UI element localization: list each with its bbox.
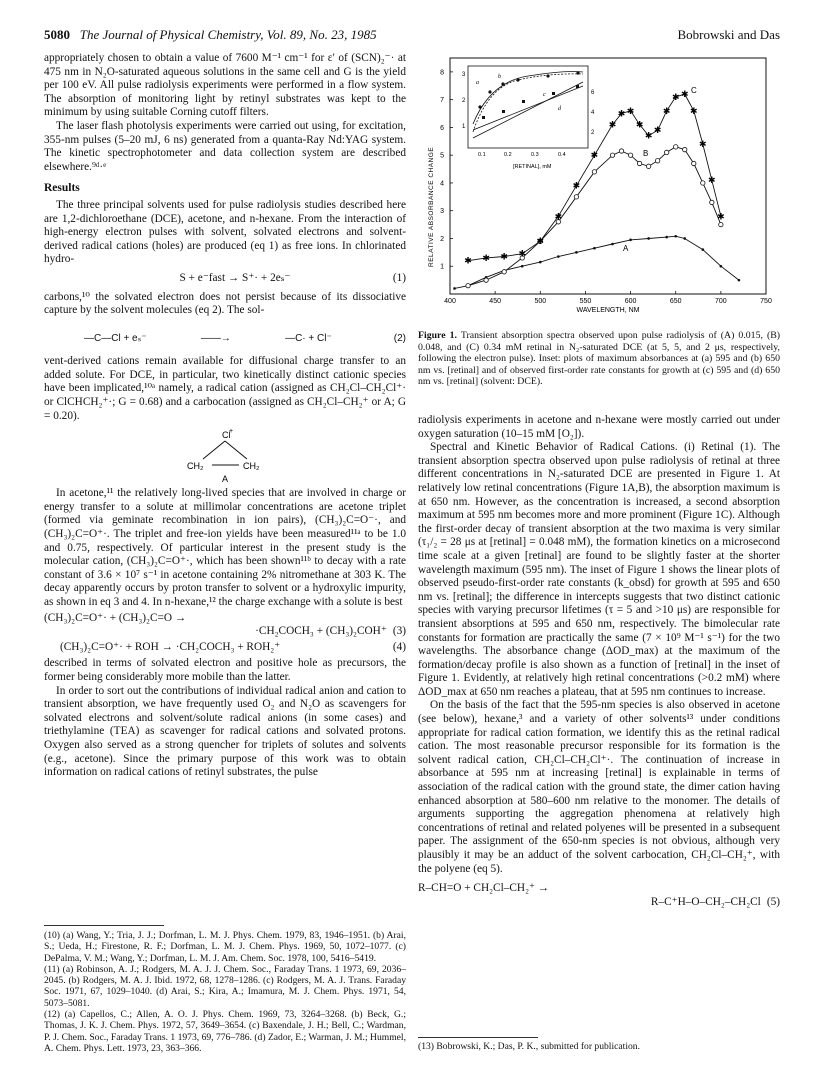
inset-label-b: b xyxy=(498,74,501,80)
structure-diagram xyxy=(165,427,285,483)
data-point-b xyxy=(710,200,714,204)
page-number: 5080 xyxy=(44,27,70,42)
inset-xtick: 0.4 xyxy=(558,152,566,158)
equation-text: (CH₃)₂C=O⁺· + ROH → ·CH₂COCH₃ + ROH₂⁺ xyxy=(60,640,281,653)
data-point-c: ✱ xyxy=(482,253,490,264)
curve-label-b: B xyxy=(643,149,649,158)
equation-3 xyxy=(44,612,406,639)
y-tick-label: 2 xyxy=(440,235,444,243)
data-point-c: ✱ xyxy=(518,249,527,260)
footnotes-right xyxy=(418,1037,780,1052)
footnote: (10) (a) Wang, Y.; Tria, J. J.; Dorfman, L. M. J. Phys. Chem. 1979, 83, 1946–1951. (b) Arai, S.; Ueda, H.; Firestone, R. F.; Dorfman, L. M. J. Chem. Phys. 1969, 50, 1072–1077. (c) DePalma, V. M.; Wang, Y.; Dorfman, L. M. J. Am. Chem. Soc. 1978, 100, 5416–5419. xyxy=(44,930,406,964)
data-point-c: ✱ xyxy=(572,181,581,192)
paragraph: Spectral and Kinetic Behavior of Radical Cations. (i) Retinal (1). The transient absorption spectra observed upon pulse radiolysis of retinal at three different concentrations in N₂-saturated DCE are presented in Figure 1. At relatively low retinal concentrations (Figure 1A,B), the absorption maximum is at 650 nm. However, as the concentration is increased, a second absorption maximum at 595 nm becomes more and more prominent (Figure 1C). Although the first-order decay of transient absorption at the two maxima is very similar (τ₁/₂ = 28 μs at [retinal] = 0.048 mM), the formation kinetics on a microsecond time scale at a given [retinal] are found to be slightly faster at the shorter wavelength maximum (595 nm). The inset of Figure 1 shows the linear plots of observed pseudo-first-order rate constants (k_obsd) for growth at 595 and 650 nm vs. [retinal]; the difference in intercepts suggests that two distinct cationic species with varying precursor lifetimes (τ = 5 and >10 μs) are responsible for transient absorptions at 595 and 650 nm, respectively. The bimolecular rate constants for formation are practically the same (7 × 10⁹ M⁻¹ s⁻¹) for the two wavelengths. The absorbance change (ΔOD_max) at the maximum of the formation/decay profile is also shown as a function of [retinal] in the inset of Figure 1. Evidently, at relatively high retinal concentrations (>0.2 mM) where ΔOD_max at 650 nm reaches a plateau, that at 595 nm continues to increase. xyxy=(418,441,780,698)
data-point-b xyxy=(484,278,488,282)
data-point-b xyxy=(502,270,506,274)
data-point-a xyxy=(521,265,524,268)
data-point-c: ✱ xyxy=(644,131,653,142)
data-point-c: ✱ xyxy=(608,120,617,131)
paragraph: appropriately chosen to obtain a value of 7600 M⁻¹ cm⁻¹ for ε′ of (SCN)₂⁻· at 475 nm in N₂O-saturated aqueous solutions in the same cell and G is the yield per 100 eV. All pulse radiolysis experiments were performed in a flow system. The absorption of monitoring light by retinyl substrates was kept to the minimum by using suitable Corning cutoff filters. xyxy=(44,52,406,119)
x-tick-label: 450 xyxy=(489,298,501,305)
data-point-a xyxy=(539,261,542,264)
equation-5 xyxy=(418,882,780,909)
inset-label-c: c xyxy=(543,92,546,98)
data-point-b xyxy=(619,149,623,153)
spectra-chart xyxy=(418,52,780,314)
x-tick-label: 400 xyxy=(444,298,456,305)
equation-1 xyxy=(44,272,406,286)
inset-ytick-right: 2 xyxy=(591,130,595,136)
paragraph: vent-derived cations remain available for diffusional charge transfer to an added solute. For DCE, in particular, two kinetically distinct cationic species have been implicated,¹⁰ᵃ namely, a radical cation (assigned as CH₂Cl–CH₂Cl⁺· or ClCHCH₂⁺·; G = 0.68) and a carbocation (assigned as CH₂Cl–CH₂⁺ or A; G = 0.20). xyxy=(44,355,406,422)
data-point-a xyxy=(674,235,677,238)
equation-number: (3) xyxy=(392,625,406,638)
footnote: (11) (a) Robinson, A. J.; Rodgers, M. A. J. J. Chem. Soc., Faraday Trans. 1 1973, 69, 2036–2045. (b) Rodgers, M. A. J. Ibid. 1972, 68, 1278–1286. (c) Rodgers, M. A. J. Trans. Faraday Soc. 1971, 67, 1029–1040. (d) Arai, S.; Kira, A.; Imamura, M. J. Chem. Phys. 1971, 54, 5073–5081. xyxy=(44,963,406,1009)
data-point-b xyxy=(637,161,641,165)
equation-line: R–C⁺H–O–CH₂–CH₂Cl xyxy=(650,895,761,908)
series-line-a xyxy=(455,236,739,288)
footnote-rule xyxy=(44,925,164,926)
data-point-a xyxy=(683,237,686,240)
data-point-c: ✱ xyxy=(536,237,545,248)
data-point-b xyxy=(701,181,705,185)
caption-label: Figure 1. xyxy=(418,330,457,341)
paragraph: On the basis of the fact that the 595-nm species is also observed in acetone (see below), hexane,³ and a variety of other solvents¹³ under conditions appropriate for radical cation formation, we identify this as the retinal radical cation. The most reasonable precursor responsible for its formation is the solvent radical cation, CH₂Cl–CH₂Cl⁺·. The continuation of increase in absorbance at 595 nm at increasing [retinal] is explainable in terms of association of the radical cation with the ground state, the dimer cation having enhanced absorption at 580–600 nm relative to the monomer. The details of arguments supporting the aggregation phenomena at relatively high concentrations of retinal and related polyenes will be presented in a subsequent paper. The assignment of the 650-nm species is not obvious, although very plausibly it may be an adduct of the solvent carbocation, CH₂Cl–CH₂⁺, with the polyene (eq 5). xyxy=(418,699,780,875)
data-point-b xyxy=(646,164,650,168)
data-point-a xyxy=(665,236,668,239)
section-heading: Results xyxy=(44,182,80,195)
data-point-a xyxy=(575,251,578,254)
footnote: (13) Bobrowski, K.; Das, P. K., submitted for publication. xyxy=(418,1041,640,1052)
inset-label-d: d xyxy=(558,106,561,112)
footnotes xyxy=(44,925,406,1054)
equation-2 xyxy=(44,332,406,346)
equation-text: S + e⁻fast → S⁺· + 2eₛ⁻ xyxy=(179,271,291,284)
inset-plot xyxy=(462,66,595,170)
y-tick-label: 7 xyxy=(440,97,444,105)
paragraph: In acetone,¹¹ the relatively long-lived species that are involved in charge or energy transfer to a solute at millimolar concentrations are acetone triplet (formed via geminate recombination in ion pairs), (CH₃)₂C=O⁻·, and (CH₃)₂C=O⁺·. The triplet and free-ion yields have been measured¹¹ᵃ to be 1.0 and 0.75, respectively. Of particular interest in the present study is the molecular cation, (CH₃)₂C=O⁺·, which has been shown¹¹ᵇ to decay with a rate constant of 3.6 × 10⁷ s⁻¹ in acetone containing 2% nitromethane at 303 K. The decay apparently occurs by proton transfer to solvent or a hydroxylic impurity, as shown in eq 3 and 4. In n-hexane,¹² the charge exchange with a solute is best xyxy=(44,487,406,608)
curve-label-a: A xyxy=(623,244,629,253)
data-point-c: ✱ xyxy=(635,120,644,131)
x-tick-label: 750 xyxy=(760,298,772,305)
data-point-a xyxy=(720,265,723,268)
data-point-b xyxy=(610,153,614,157)
equation-4 xyxy=(44,641,406,655)
series-line-b xyxy=(468,147,721,286)
data-point-b xyxy=(692,161,696,165)
paragraph: carbons,¹⁰ the solvated electron does not persist because of its dissociative capture by the solvent molecules (eq 2). The sol- xyxy=(44,290,406,317)
data-point-a xyxy=(738,279,741,282)
equation-number: (4) xyxy=(392,640,406,653)
data-point-b xyxy=(466,283,470,287)
footnote-rule xyxy=(418,1037,538,1038)
caption-text: Transient absorption spectra observed upon pulse radiolysis of (A) 0.015, (B) 0.048, and (C) 0.34 mM retinal in N₂-saturated DCE (at 5, 5, and 2 μs, respectively, following the electron pulse). Inset: plots of maximum absorbances at (a) 595 and (b) 650 nm vs. [retinal] and of observed first-order rate constants for growth at (c) 595 and (d) 650 nm vs. [retinal] (solvent: DCE). xyxy=(418,330,781,388)
y-tick-label: 1 xyxy=(440,263,444,271)
data-point-a xyxy=(593,247,596,250)
inset-label-a: a xyxy=(476,80,479,86)
x-axis-label: WAVELENGTH, NM xyxy=(576,307,640,314)
inset-ytick: 3 xyxy=(462,72,466,78)
data-point-a xyxy=(453,287,456,290)
x-tick-label: 550 xyxy=(579,298,592,305)
data-point-c: ✱ xyxy=(590,151,599,162)
inset-ytick-right: 4 xyxy=(591,110,595,116)
equation-number: (5) xyxy=(766,895,780,908)
data-point-c: ✱ xyxy=(464,256,472,267)
left-column xyxy=(44,52,406,780)
data-point-c: ✱ xyxy=(708,176,716,187)
data-point-a xyxy=(702,248,705,251)
author-names: Bobrowski and Das xyxy=(677,27,780,42)
journal-title: The Journal of Physical Chemistry, Vol. 89, No. 23, 1985 xyxy=(79,27,377,42)
inset-ytick-right: 6 xyxy=(591,90,595,96)
data-point-c: ✱ xyxy=(680,90,689,101)
paragraph: The three principal solvents used for pulse radiolysis studies described here are 1,2-dichloroethane (DCE), acetone, and n-hexane. From the interaction of high-energy electron pulses with solvent, solvated electrons and solvent-derived radical cations (holes) are produced (eq 1) as free ions. In chlorinated hydro- xyxy=(44,198,406,266)
paragraph: In order to sort out the contributions of individual radical anion and cation to transient absorption, we have frequently used O₂ and N₂O as scavengers for solvated electrons and solvent/solute radical anions (in some cases) and triethylamine (TEA) as scavenger for radical cations and solvated protons. Oxygen also served as a strong quencher for triplets of solutes and solvents (e.g., acetone). Since the primary purpose of this work was to obtain information on radical cations of retinyl substrates, the pulse xyxy=(44,684,406,779)
x-tick-label: 700 xyxy=(715,298,727,305)
data-point-b xyxy=(664,150,668,154)
inset-xlabel: [RETINAL], mM xyxy=(513,164,552,170)
structure-label: A xyxy=(222,474,229,484)
data-point-b xyxy=(628,153,632,157)
data-point-a xyxy=(557,255,560,258)
running-header xyxy=(44,27,780,45)
data-point-c: ✱ xyxy=(717,212,725,223)
paragraph: The laser flash photolysis experiments were carried out using, for excitation, 355-nm pulses (5–20 mJ, 6 ns) generated from a quanta-Ray Nd:YAG system. The kinetic spectrophotometer and data collection system are described elsewhere.⁹ᵈ·ᵉ xyxy=(44,119,406,173)
equation-number: (1) xyxy=(392,271,406,284)
data-point-a xyxy=(629,239,632,242)
data-point-c: ✱ xyxy=(554,212,563,223)
y-tick-label: 5 xyxy=(440,152,444,160)
y-tick-label: 8 xyxy=(440,69,444,77)
footnote: (12) (a) Capellos, C.; Allen, A. O. J. Phys. Chem. 1969, 73, 3264–3268. (b) Beck, G.; Thomas, J. K. J. Chem. Phys. 1972, 57, 3649–3654. (c) Baxendale, J. H.; Bell, C.; Wardman, P. J. Chem. Soc., Faraday Trans. 1 1973, 69, 776–786. (d) Zador, E.; Warman, J. M.; Hummel, A. Chem. Phys. Lett. 1973, 23, 363–366. xyxy=(44,1009,406,1054)
data-point-c: ✱ xyxy=(689,106,698,117)
data-point-c: ✱ xyxy=(662,106,671,117)
data-point-b xyxy=(674,145,678,149)
data-point-a xyxy=(611,243,614,246)
x-tick-label: 650 xyxy=(669,298,682,305)
paragraph: described in terms of solvated electron and positive hole as precursors, the former being considerably more mobile than the latter. xyxy=(44,657,406,683)
equation-number: (2) xyxy=(393,332,406,344)
figure-1 xyxy=(418,52,780,314)
arrow-icon: ——→ xyxy=(200,332,231,344)
x-tick-label: 500 xyxy=(534,298,547,305)
inset-xtick: 0.2 xyxy=(504,152,512,158)
inset-ytick: 1 xyxy=(462,124,466,130)
figure-caption xyxy=(418,330,780,388)
equation-lhs: —C—Cl + eₛ⁻ xyxy=(84,332,147,344)
data-point-b xyxy=(683,147,687,151)
charge-label: + xyxy=(229,428,234,436)
equation-line: R–CH=O + CH₂Cl–CH₂⁺ → xyxy=(418,882,550,895)
data-point-c: ✱ xyxy=(626,106,635,117)
inset-xtick: 0.1 xyxy=(478,152,486,158)
right-carbon-label: CH₂ xyxy=(243,461,260,472)
data-point-c: ✱ xyxy=(653,126,662,137)
data-point-c: ✱ xyxy=(671,92,680,103)
data-point-b xyxy=(574,195,578,199)
y-tick-label: 4 xyxy=(440,180,444,188)
inset-xtick: 0.3 xyxy=(531,152,539,158)
inset-ytick: 2 xyxy=(462,98,466,104)
data-point-b xyxy=(655,159,659,163)
equation-line: ·CH₂COCH₃ + (CH₃)₂COH⁺ xyxy=(255,625,387,638)
x-tick-label: 600 xyxy=(624,298,637,305)
paragraph: radiolysis experiments in acetone and n-hexane were mostly carried out under oxygen saturation (10–15 mM [O₂]). xyxy=(418,414,780,440)
right-column xyxy=(418,414,780,909)
data-point-b xyxy=(592,170,596,174)
data-point-c: ✱ xyxy=(699,140,707,151)
data-point-b xyxy=(719,222,723,226)
y-tick-label: 3 xyxy=(440,208,444,216)
structure-a xyxy=(44,427,406,483)
data-point-a xyxy=(647,237,650,240)
chlorine-label: Cl xyxy=(222,430,231,441)
equation-line: (CH₃)₂C=O⁺· + (CH₃)₂C=O → xyxy=(44,611,187,624)
left-carbon-label: CH₂ xyxy=(187,461,204,472)
data-point-c: ✱ xyxy=(500,252,508,263)
y-tick-label: 6 xyxy=(440,124,444,132)
equation-rhs: —C· + Cl⁻ xyxy=(285,332,332,344)
curve-label-c: C xyxy=(691,86,697,95)
data-point-c: ✱ xyxy=(617,109,626,120)
y-axis-label: RELATIVE ABSORBANCE CHANGE xyxy=(428,146,435,267)
